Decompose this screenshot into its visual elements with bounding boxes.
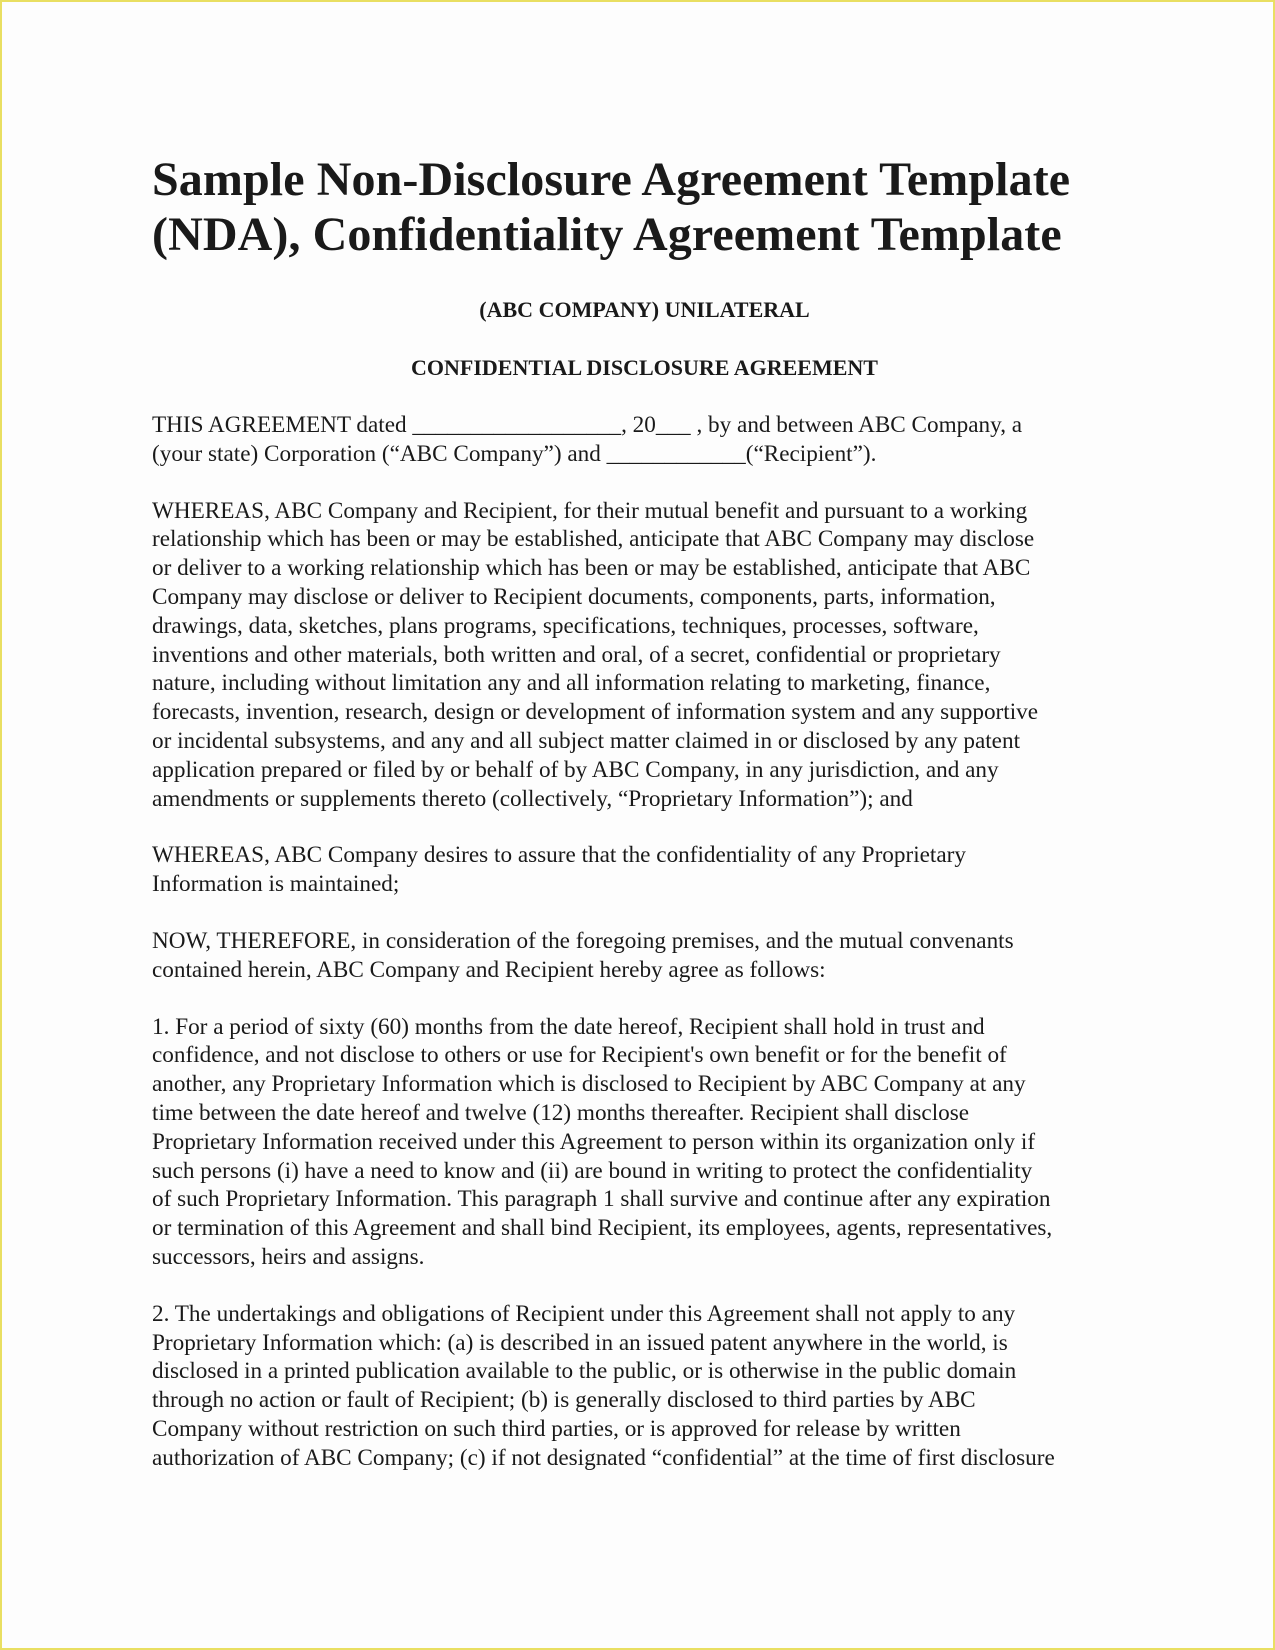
text-line: another, any Proprietary Information which is disclosed to Recipient by ABC Company at any bbox=[152, 1071, 1026, 1098]
text-line: or termination of this Agreement and shall bind Recipient, its employees, agents, representatives, bbox=[152, 1215, 1053, 1242]
text-line: (your state) Corporation (“ABC Company”) and ____________(“Recipient”). bbox=[152, 440, 877, 467]
paragraph-whereas-2 bbox=[152, 841, 1137, 899]
text-line: authorization of ABC Company; (c) if not designated “confidential” at the time of first disclosure bbox=[152, 1444, 1055, 1471]
agreement-heading: CONFIDENTIAL DISCLOSURE AGREEMENT bbox=[411, 355, 878, 380]
text-line: or deliver to a working relationship which has been or may be established, anticipate that ABC bbox=[152, 555, 1031, 582]
text-line: 1. For a period of sixty (60) months from the date hereof, Recipient shall hold in trust and bbox=[152, 1013, 985, 1040]
text-line: through no action or fault of Recipient; (b) is generally disclosed to third parties by ABC bbox=[152, 1387, 976, 1414]
text-line: relationship which has been or may be established, anticipate that ABC Company may disclose bbox=[152, 526, 1035, 553]
text-line: successors, heirs and assigns. bbox=[152, 1243, 425, 1270]
title-line: Sample Non-Disclosure Agreement Template bbox=[152, 153, 1071, 206]
text-line: time between the date hereof and twelve (12) months thereafter. Recipient shall disclose bbox=[152, 1099, 970, 1126]
text-line: Company may disclose or deliver to Recipient documents, components, parts, information, bbox=[152, 583, 996, 610]
paragraph-whereas-1 bbox=[152, 497, 1137, 814]
text-line: contained herein, ABC Company and Recipient hereby agree as follows: bbox=[152, 956, 826, 983]
text-line: application prepared or filed by or behalf of by ABC Company, in any jurisdiction, and any bbox=[152, 756, 999, 783]
text-line: such persons (i) have a need to know and (ii) are bound in writing to protect the confidentiality bbox=[152, 1157, 1033, 1184]
text-line: amendments or supplements thereto (collectively, “Proprietary Information”); and bbox=[152, 785, 913, 812]
title-line: (NDA), Confidentiality Agreement Template bbox=[152, 208, 1062, 261]
text-line: disclosed in a printed publication available to the public, or is otherwise in the public domain bbox=[152, 1358, 1017, 1385]
text-line: forecasts, invention, research, design or development of information system and any supportive bbox=[152, 699, 1039, 726]
text-line: WHEREAS, ABC Company and Recipient, for their mutual benefit and pursuant to a working bbox=[152, 497, 1028, 524]
paragraph-parties bbox=[152, 411, 1137, 469]
text-line: 2. The undertakings and obligations of Recipient under this Agreement shall not apply to any bbox=[152, 1300, 1016, 1327]
text-line: confidence, and not disclose to others or use for Recipient's own benefit or for the benefit of bbox=[152, 1042, 1007, 1069]
text-line: Information is maintained; bbox=[152, 871, 400, 898]
text-line: THIS AGREEMENT dated __________________, 20___ , by and between ABC Company, a bbox=[152, 412, 1023, 438]
document-body bbox=[152, 152, 1137, 1473]
document-title bbox=[152, 152, 1137, 262]
text-line: or incidental subsystems, and any and all subject matter claimed in or disclosed by any patent bbox=[152, 727, 1021, 754]
text-line: WHEREAS, ABC Company desires to assure that the confidentiality of any Proprietary bbox=[152, 842, 966, 869]
text-line: nature, including without limitation any and all information relating to marketing, finance, bbox=[152, 670, 991, 697]
text-line: drawings, data, sketches, plans programs, specifications, techniques, processes, software, bbox=[152, 612, 979, 639]
text-line: NOW, THEREFORE, in consideration of the foregoing premises, and the mutual convenants bbox=[152, 927, 1014, 954]
text-line: Proprietary Information received under this Agreement to person within its organization only if bbox=[152, 1128, 1036, 1155]
paragraph-now-therefore bbox=[152, 927, 1137, 985]
text-line: inventions and other materials, both written and oral, of a secret, confidential or proprietary bbox=[152, 641, 1001, 668]
text-line: Proprietary Information which: (a) is described in an issued patent anywhere in the world, is bbox=[152, 1329, 1008, 1356]
text-line: Company without restriction on such third parties, or is approved for release by written bbox=[152, 1415, 961, 1442]
text-line: of such Proprietary Information. This paragraph 1 shall survive and continue after any expiration bbox=[152, 1186, 1051, 1213]
clause-1 bbox=[152, 1013, 1137, 1272]
clause-2 bbox=[152, 1300, 1137, 1473]
company-heading: (ABC COMPANY) UNILATERAL bbox=[479, 297, 810, 322]
